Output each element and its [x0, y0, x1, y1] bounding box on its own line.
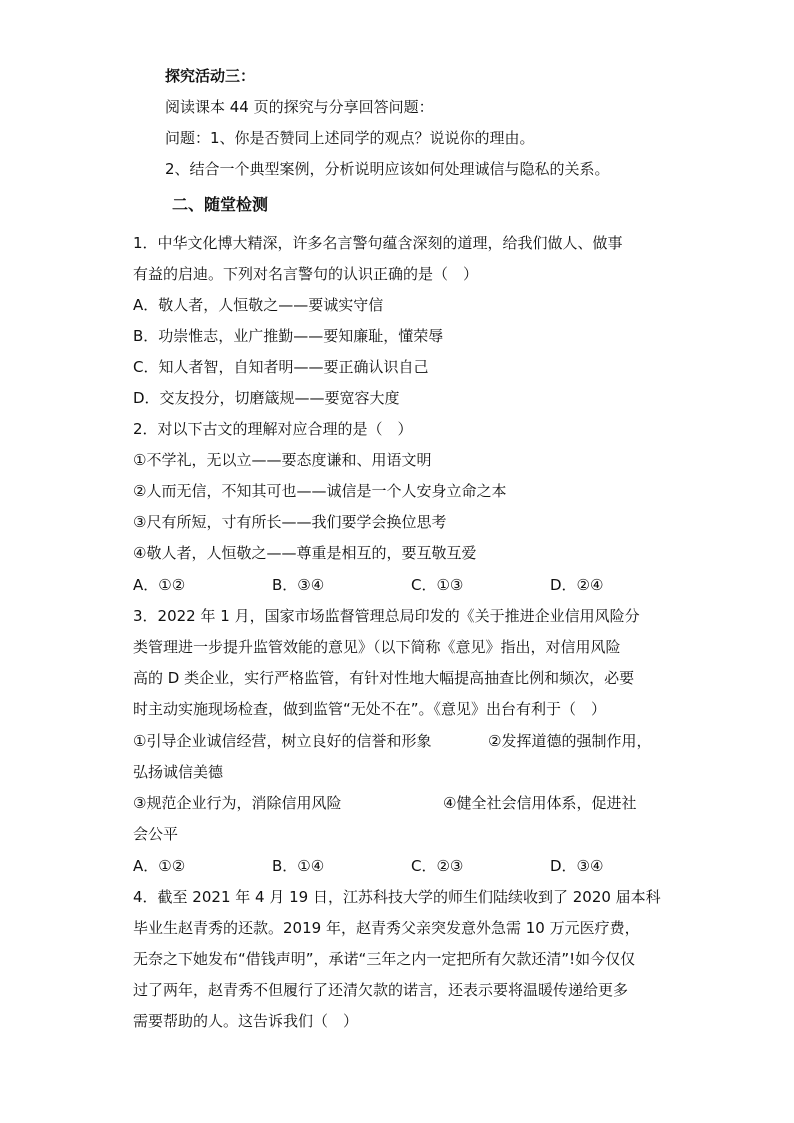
q2-choices [133, 575, 653, 595]
q4-stem-line: 4．截至 2021 年 4 月 19 日，江苏科技大学的师生们陆续收到了 2020 届本科 [133, 888, 661, 906]
q3-item-4: ④健全社会信用体系，促进社 [443, 794, 637, 812]
q4-stem-line: 过了两年，赵青秀不但履行了还清欠款的诺言，还表示要将温暖传递给更多 [133, 981, 629, 999]
q4-stem-line: 需要帮助的人。这告诉我们（ ） [133, 1012, 359, 1030]
q2-choice-b: B．③④ [272, 576, 325, 594]
q3-choice-b: B．①④ [272, 857, 325, 875]
q3-item-2: ②发挥道德的强制作用， [488, 732, 652, 750]
section-heading: 二、随堂检测 [172, 195, 269, 214]
q2-choice-a: A．①② [133, 576, 186, 594]
q3-item-2-cont: 弘扬诚信美德 [133, 763, 224, 781]
q3-stem-line: 类管理进一步提升监管效能的意见》（以下简称《意见》指出，对信用风险 [133, 638, 621, 656]
q2-item-1: ①不学礼，无以立——要态度谦和、用语文明 [133, 451, 432, 469]
q3-item-3: ③规范企业行为，消除信用风险 [133, 794, 342, 812]
q3-stem-line: 高的 D 类企业，实行严格监管，有针对性地大幅提高抽查比例和频次，必要 [133, 669, 635, 687]
activity-question-1: 问题：1、你是否赞同上述同学的观点？说说你的理由。 [165, 129, 535, 147]
q2-item-4: ④敬人者，人恒敬之——尊重是相互的，要互敬互爱 [133, 544, 477, 562]
q2-item-2: ②人而无信，不知其可也——诚信是一个人安身立命之本 [133, 482, 507, 500]
q3-choice-c: C．②③ [411, 857, 464, 875]
q3-choices [133, 856, 653, 876]
q2-choice-c: C．①③ [411, 576, 464, 594]
q2-stem: 2．对以下古文的理解对应合理的是（ ） [133, 420, 413, 438]
q3-stem-line: 时主动实施现场检查，做到监管“无处不在”。《意见》出台有利于（ ） [133, 700, 607, 718]
q3-choice-d: D．③④ [550, 857, 604, 875]
q1-stem-line: 有益的启迪。下列对名言警句的认识正确的是（ ） [133, 265, 479, 283]
q3-item-1: ①引导企业诚信经营，树立良好的信誉和形象 [133, 732, 432, 750]
activity-instruction: 阅读课本 44 页的探究与分享回答问题： [165, 98, 434, 116]
activity-question-2: 2、结合一个典型案例，分析说明应该如何处理诚信与隐私的关系。 [165, 160, 610, 178]
activity-title: 探究活动三： [165, 67, 256, 85]
q3-choice-a: A．①② [133, 857, 186, 875]
q4-stem-line: 毕业生赵青秀的还款。2019 年，赵青秀父亲突发意外急需 10 万元医疗费， [133, 919, 640, 937]
q1-option-a: A．敬人者，人恒敬之——要诚实守信 [133, 296, 384, 314]
q3-stem-line: 3．2022 年 1 月，国家市场监督管理总局印发的《关于推进企业信用风险分 [133, 607, 640, 625]
q2-choice-d: D．②④ [550, 576, 604, 594]
q3-item-4-cont: 会公平 [133, 825, 179, 843]
q2-item-3: ③尺有所短，寸有所长——我们要学会换位思考 [133, 513, 447, 531]
q4-stem-line: 无奈之下她发布“借钱声明”，承诺“三年之内一定把所有欠款还清”!如今仅仅 [133, 950, 636, 968]
q1-stem-line: 1．中华文化博大精深，许多名言警句蕴含深刻的道理，给我们做人、做事 [133, 234, 623, 252]
q1-option-b: B．功崇惟志，业广推勤——要知廉耻，懂荣辱 [133, 327, 444, 345]
q1-option-d: D．交友投分，切磨箴规——要宽容大度 [133, 389, 400, 407]
q1-option-c: C．知人者智，自知者明——要正确认识自己 [133, 358, 429, 376]
